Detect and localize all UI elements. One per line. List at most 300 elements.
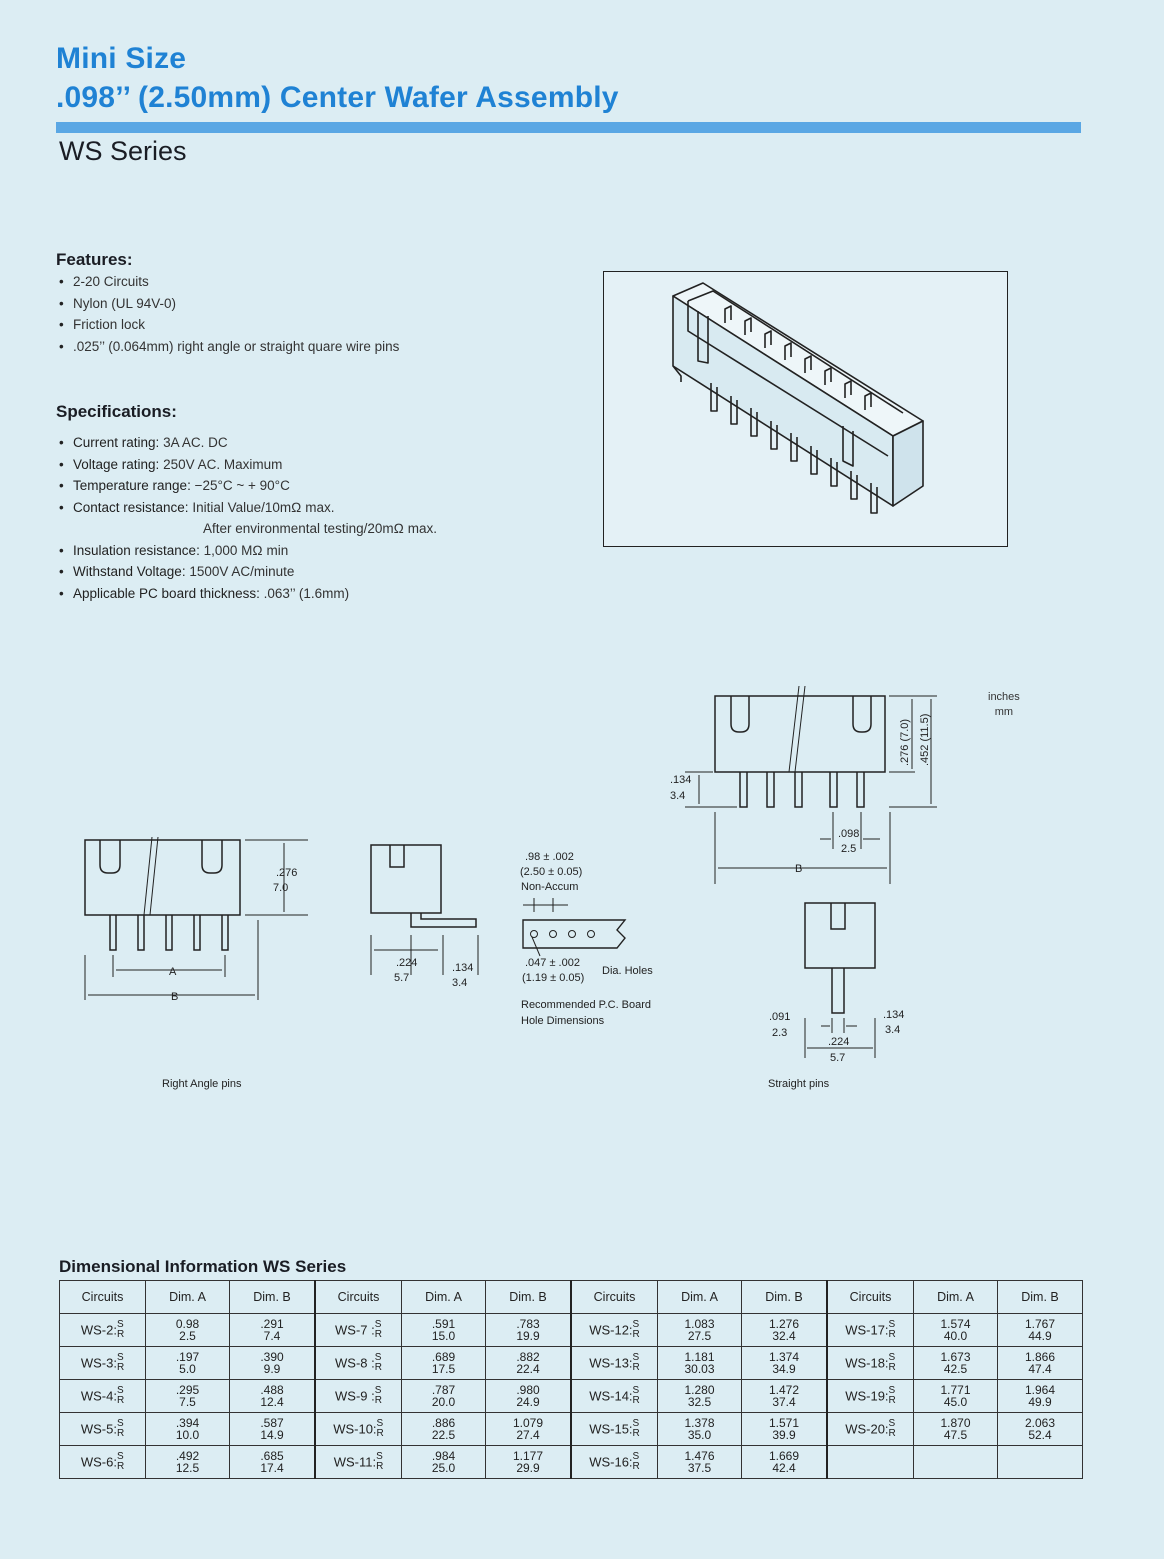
circuit-cell	[571, 1413, 658, 1446]
circuit-name: WS-20:	[845, 1421, 889, 1437]
table-row	[60, 1413, 1083, 1446]
dim-b-inch: 1.079	[512, 1415, 544, 1430]
pin-type-suffix	[633, 1452, 640, 1472]
dim-b-mm: 14.9	[260, 1428, 284, 1442]
dim-a-cell	[146, 1314, 230, 1347]
dim-b-cell	[486, 1314, 572, 1347]
circuit-cell	[827, 1347, 914, 1380]
pcb-hole-drawing	[518, 848, 668, 1028]
dim-b-inch: 1.964	[1024, 1382, 1056, 1397]
feature-item: • Friction lock	[57, 314, 399, 336]
st-a-in: .091	[769, 1011, 791, 1023]
pcb-dia-mm: (1.19 ± 0.05)	[522, 972, 585, 984]
spec-label: Withstand Voltage:	[73, 564, 186, 579]
st-p-mm: 3.4	[885, 1024, 901, 1036]
dim-b-mm: 32.4	[772, 1329, 796, 1343]
specifications-list	[57, 432, 437, 604]
spec-value: 1500V AC/minute	[189, 564, 295, 579]
dim-b-inch: .488	[260, 1382, 284, 1397]
dim-a-inch: 1.378	[684, 1415, 715, 1430]
dim-a-mm: 25.0	[431, 1461, 456, 1475]
dim-b-cell	[998, 1314, 1083, 1347]
suffix-right-angle: R	[376, 1428, 384, 1439]
dim-b-inch: .685	[260, 1448, 284, 1463]
suffix-right-angle: R	[376, 1461, 384, 1472]
table-row	[60, 1380, 1083, 1413]
dim-a-cell	[402, 1347, 486, 1380]
dim-a-mm: 45.0	[943, 1395, 968, 1409]
pcb-pitch: .98 ± .002	[525, 851, 574, 863]
dim-a-cell	[914, 1446, 998, 1479]
spec-item	[57, 561, 437, 583]
dim-a-inch: 1.280	[684, 1382, 715, 1397]
dim-b-inch: 1.669	[768, 1448, 800, 1463]
feature-item: • .025’’ (0.064mm) right angle or straight quare wire pins	[57, 336, 399, 358]
dim-b-cell	[486, 1380, 572, 1413]
dim-b-cell	[998, 1380, 1083, 1413]
column-header: Circuits	[315, 1281, 402, 1314]
dim-b-cell	[230, 1314, 316, 1347]
circuit-name: WS-11:	[333, 1454, 377, 1470]
dim-a-mm: 30.03	[684, 1362, 715, 1376]
suffix-straight: S	[374, 1319, 382, 1330]
dim-a-mm: 37.5	[687, 1461, 712, 1475]
suffix-right-angle: R	[374, 1362, 382, 1373]
series-name: WS Series	[59, 136, 187, 166]
dim-b-cell	[998, 1413, 1083, 1446]
circuit-name: WS-6:	[80, 1454, 117, 1470]
ra-height-in: .276	[276, 867, 298, 879]
dim-a-mm: 27.5	[687, 1329, 712, 1343]
suffix-right-angle: R	[632, 1362, 640, 1373]
dim-b-mm: 9.9	[263, 1362, 281, 1376]
spec-item	[57, 497, 437, 519]
dim-b-mm: 42.4	[772, 1461, 796, 1475]
pcb-non-accum: Non-Accum	[521, 881, 579, 893]
circuit-cell	[60, 1347, 146, 1380]
units-legend	[988, 690, 1020, 720]
pcb-pitch-mm: (2.50 ± 0.05)	[520, 866, 583, 878]
st-dim-b: B	[795, 863, 803, 875]
dim-b-mm: 22.4	[516, 1362, 540, 1376]
st-pin-in: .134	[670, 774, 692, 786]
pin-type-suffix	[889, 1353, 896, 1373]
circuit-name: WS-14:	[589, 1388, 633, 1404]
circuit-cell	[571, 1446, 658, 1479]
table-body	[60, 1314, 1083, 1479]
st-height: .276 (7.0)	[899, 718, 911, 766]
dim-b-inch: 1.866	[1024, 1349, 1056, 1364]
spec-value: .063’’ (1.6mm)	[263, 585, 350, 601]
circuit-name: WS-2:	[80, 1322, 117, 1338]
circuit-name: WS-12:	[589, 1322, 633, 1338]
circuit-cell	[315, 1380, 402, 1413]
dim-a-inch: .984	[431, 1448, 456, 1463]
dim-b-cell	[230, 1347, 316, 1380]
suffix-straight: S	[376, 1418, 384, 1429]
right-angle-side-drawing	[366, 840, 486, 990]
dim-a-mm: 5.0	[179, 1362, 196, 1376]
pin-type-suffix	[117, 1353, 124, 1373]
connector-illustration	[603, 271, 1008, 547]
dim-b-cell	[230, 1380, 316, 1413]
spec-label: Insulation resistance:	[73, 542, 200, 558]
dim-a-cell	[402, 1380, 486, 1413]
specifications-heading: Specifications:	[56, 402, 177, 421]
dim-a-cell	[658, 1413, 742, 1446]
column-header: Circuits	[571, 1281, 658, 1314]
title-line-1: Mini Size	[56, 42, 187, 75]
pin-type-suffix	[889, 1419, 896, 1439]
features-list	[57, 271, 399, 357]
dim-b-mm: 27.4	[516, 1428, 540, 1442]
units-inches: inches	[988, 691, 1020, 703]
dim-a-inch: .394	[175, 1415, 200, 1430]
suffix-right-angle: R	[116, 1428, 125, 1439]
circuit-name: WS-4:	[80, 1388, 117, 1404]
dim-b-inch: 1.177	[512, 1448, 544, 1463]
dim-a-cell	[146, 1347, 230, 1380]
spec-label: Applicable PC board thickness:	[73, 585, 260, 601]
spec-item	[57, 540, 437, 562]
suffix-right-angle: R	[116, 1395, 125, 1406]
dim-a-inch: 1.181	[684, 1349, 715, 1364]
spec-continuation	[57, 518, 437, 540]
dim-a-mm: 10.0	[175, 1428, 200, 1442]
suffix-straight: S	[632, 1319, 640, 1330]
spec-value: 3A AC. DC	[163, 435, 228, 450]
st-pitch-in: .098	[838, 828, 860, 840]
dim-a-mm: 47.5	[943, 1428, 968, 1442]
column-header: Circuits	[60, 1281, 146, 1314]
suffix-right-angle: R	[116, 1329, 125, 1340]
suffix-right-angle: R	[632, 1428, 640, 1439]
dim-a-cell	[146, 1413, 230, 1446]
dim-a-inch: 1.870	[940, 1415, 971, 1430]
dim-b-mm: 19.9	[516, 1329, 540, 1343]
dim-a-inch: 1.673	[940, 1349, 971, 1364]
title-line-2: .098’’ (2.50mm) Center Wafer Assembly	[56, 81, 619, 114]
dim-b-mm: 39.9	[772, 1428, 796, 1442]
pcb-dia: .047 ± .002	[525, 957, 580, 969]
dim-b-cell	[486, 1446, 572, 1479]
dim-a-mm: 2.5	[179, 1329, 196, 1343]
straight-side-drawing	[765, 898, 925, 1068]
suffix-right-angle: R	[888, 1395, 896, 1406]
dim-a-inch: .591	[431, 1316, 456, 1331]
dimension-table	[59, 1280, 1083, 1479]
spec-item	[57, 454, 437, 476]
suffix-straight: S	[888, 1319, 896, 1330]
circuit-cell	[315, 1413, 402, 1446]
pin-type-suffix	[375, 1320, 382, 1340]
pin-type-suffix	[633, 1386, 640, 1406]
pin-type-suffix	[117, 1419, 124, 1439]
st-w-mm: 5.7	[830, 1052, 846, 1064]
pcb-caption-2: Hole Dimensions	[521, 1015, 605, 1027]
column-header: Circuits	[827, 1281, 914, 1314]
circuit-cell	[571, 1380, 658, 1413]
circuit-cell	[315, 1347, 402, 1380]
dim-a-inch: .787	[431, 1382, 456, 1397]
circuit-cell	[60, 1380, 146, 1413]
title-rule	[56, 122, 1081, 133]
dim-a-cell	[914, 1314, 998, 1347]
dim-a-inch: 1.771	[940, 1382, 971, 1397]
circuit-name: WS-5:	[80, 1421, 117, 1437]
dim-a-cell	[658, 1446, 742, 1479]
dim-b-mm: 44.9	[1028, 1329, 1052, 1343]
dim-a-inch: .689	[431, 1349, 456, 1364]
table-row	[60, 1314, 1083, 1347]
dim-b-inch: .587	[260, 1415, 284, 1430]
table-row	[60, 1446, 1083, 1479]
suffix-right-angle: R	[632, 1395, 640, 1406]
suffix-straight: S	[374, 1385, 382, 1396]
pcb-caption-1: Recommended P.C. Board	[521, 999, 652, 1011]
suffix-right-angle: R	[632, 1329, 640, 1340]
st-w-in: .224	[828, 1036, 850, 1048]
circuit-cell	[571, 1347, 658, 1380]
spec-item	[57, 475, 437, 497]
pin-type-suffix	[376, 1452, 383, 1472]
dim-a-inch: .886	[431, 1415, 456, 1430]
circuit-cell	[60, 1413, 146, 1446]
dim-b-mm: 24.9	[516, 1395, 540, 1409]
table-row	[60, 1347, 1083, 1380]
circuit-cell	[827, 1413, 914, 1446]
dim-b-mm: 37.4	[772, 1395, 796, 1409]
dim-b-mm: 49.9	[1028, 1395, 1052, 1409]
pin-type-suffix	[117, 1320, 124, 1340]
ra-height-mm: 7.0	[273, 882, 289, 894]
circuit-cell	[571, 1314, 658, 1347]
dim-a-cell	[402, 1314, 486, 1347]
straight-caption: Straight pins	[768, 1078, 830, 1090]
suffix-straight: S	[632, 1451, 640, 1462]
circuit-name: WS-19:	[845, 1388, 889, 1404]
dim-b-mm: 47.4	[1028, 1362, 1052, 1376]
suffix-straight: S	[116, 1319, 124, 1330]
dim-b-inch: .882	[516, 1349, 540, 1364]
dim-a-inch: 0.98	[175, 1316, 200, 1331]
circuit-cell	[60, 1446, 146, 1479]
st-p-in: .134	[883, 1009, 905, 1021]
dim-a-inch: .197	[175, 1349, 200, 1364]
dim-b-inch: 1.276	[768, 1316, 800, 1331]
suffix-straight: S	[888, 1418, 896, 1429]
suffix-straight: S	[888, 1385, 896, 1396]
dim-b-inch: .291	[260, 1316, 284, 1331]
dim-b-cell	[742, 1347, 828, 1380]
right-angle-front-drawing	[80, 835, 310, 1010]
dim-b-inch: 1.571	[768, 1415, 800, 1430]
spec-label: Voltage rating:	[73, 456, 160, 472]
dim-b-mm: 17.4	[260, 1461, 284, 1475]
st-pin-mm: 3.4	[670, 790, 686, 802]
pin-type-suffix	[375, 1386, 382, 1406]
dim-a-inch: 1.574	[940, 1316, 971, 1331]
dim-a-inch: 1.476	[684, 1448, 715, 1463]
suffix-right-angle: R	[888, 1329, 896, 1340]
pin-type-suffix	[633, 1419, 640, 1439]
suffix-straight: S	[376, 1451, 383, 1462]
dim-b-cell	[486, 1413, 572, 1446]
suffix-right-angle: R	[116, 1461, 125, 1472]
dim-b-mm: 29.9	[516, 1461, 540, 1475]
straight-front-drawing	[665, 684, 955, 889]
dim-a-cell	[402, 1413, 486, 1446]
st-pitch-mm: 2.5	[841, 843, 857, 855]
pin-type-suffix	[889, 1320, 896, 1340]
column-header: Dim. B	[998, 1281, 1083, 1314]
dim-b-inch: .783	[516, 1316, 540, 1331]
suffix-right-angle: R	[888, 1362, 896, 1373]
dim-a-cell	[914, 1413, 998, 1446]
column-header: Dim. A	[658, 1281, 742, 1314]
suffix-straight: S	[116, 1418, 124, 1429]
dim-b-inch: .980	[516, 1382, 540, 1397]
spec-value: Initial Value/10mΩ max.	[192, 499, 335, 515]
column-header: Dim. B	[486, 1281, 572, 1314]
ra-pin-in: .134	[452, 962, 474, 974]
circuit-name: WS-10:	[333, 1421, 377, 1437]
dim-a-cell	[402, 1446, 486, 1479]
dim-b-mm: 52.4	[1028, 1428, 1052, 1442]
pin-type-suffix	[889, 1386, 896, 1406]
ra-pin-mm: 3.4	[452, 977, 468, 989]
suffix-straight: S	[632, 1352, 640, 1363]
dim-a-mm: 42.5	[943, 1362, 968, 1376]
circuit-cell	[315, 1446, 402, 1479]
suffix-straight: S	[374, 1352, 382, 1363]
dim-b-inch: 1.374	[768, 1349, 800, 1364]
spec-item	[57, 432, 437, 454]
dim-a-cell	[146, 1446, 230, 1479]
dim-a-cell	[658, 1314, 742, 1347]
circuit-name: WS-15:	[589, 1421, 633, 1437]
dim-b-cell	[230, 1413, 316, 1446]
pin-type-suffix	[633, 1320, 640, 1340]
ra-dim-a: A	[169, 966, 177, 978]
spec-label: Current rating:	[73, 435, 160, 450]
circuit-name: WS-13:	[589, 1355, 633, 1371]
dim-b-mm: 34.9	[772, 1362, 796, 1376]
dim-a-cell	[146, 1380, 230, 1413]
suffix-straight: S	[632, 1418, 640, 1429]
pin-type-suffix	[117, 1452, 124, 1472]
pin-type-suffix	[375, 1353, 382, 1373]
dim-a-inch: 1.083	[684, 1316, 715, 1331]
circuit-name: WS-9 :	[335, 1388, 375, 1404]
suffix-right-angle: R	[888, 1428, 896, 1439]
circuit-name: WS-18:	[845, 1355, 889, 1371]
dim-a-mm: 22.5	[431, 1428, 456, 1442]
circuit-cell	[315, 1314, 402, 1347]
dim-a-cell	[914, 1347, 998, 1380]
right-angle-caption: Right Angle pins	[162, 1078, 242, 1090]
dim-b-inch: 1.472	[768, 1382, 800, 1397]
suffix-straight: S	[632, 1385, 640, 1396]
circuit-cell	[827, 1314, 914, 1347]
dim-a-inch: .295	[175, 1382, 200, 1397]
table-title: Dimensional Information WS Series	[59, 1257, 347, 1276]
suffix-straight: S	[116, 1451, 124, 1462]
ra-dim-b: B	[171, 991, 179, 1003]
suffix-right-angle: R	[632, 1461, 640, 1472]
dim-b-cell	[486, 1347, 572, 1380]
pcb-dia-label: Dia. Holes	[602, 965, 653, 977]
dim-a-mm: 35.0	[687, 1428, 712, 1442]
suffix-straight: S	[116, 1352, 124, 1363]
spec-value: −25°C ~ + 90°C	[194, 478, 290, 493]
suffix-straight: S	[116, 1385, 124, 1396]
pin-type-suffix	[377, 1419, 384, 1439]
dim-a-mm: 7.5	[179, 1395, 196, 1409]
dim-b-mm: 7.4	[263, 1329, 281, 1343]
dim-b-cell	[742, 1380, 828, 1413]
suffix-right-angle: R	[374, 1329, 382, 1340]
spec-label: Contact resistance:	[73, 499, 189, 515]
st-total: .452 (11.5)	[919, 713, 931, 766]
circuit-name: WS-7 :	[335, 1322, 375, 1338]
column-header: Dim. B	[742, 1281, 828, 1314]
spec-item	[57, 583, 437, 605]
dim-a-mm: 32.5	[687, 1395, 712, 1409]
suffix-right-angle: R	[374, 1395, 382, 1406]
spec-value: 1,000 MΩ min	[203, 542, 289, 558]
dim-b-inch: 2.063	[1024, 1415, 1056, 1430]
dim-b-mm: 12.4	[260, 1395, 284, 1409]
features-heading: Features:	[56, 250, 133, 269]
suffix-straight: S	[888, 1352, 896, 1363]
circuit-cell	[827, 1446, 914, 1479]
dim-a-mm: 15.0	[431, 1329, 456, 1343]
dim-a-mm: 17.5	[431, 1362, 456, 1376]
dim-a-inch: .492	[175, 1448, 200, 1463]
ra-side-w-mm: 5.7	[394, 972, 410, 984]
circuit-name: WS-16:	[589, 1454, 633, 1470]
pin-type-suffix	[633, 1353, 640, 1373]
units-mm: mm	[994, 706, 1014, 718]
dim-a-cell	[658, 1347, 742, 1380]
dim-b-cell	[742, 1413, 828, 1446]
spec-value: 250V AC. Maximum	[163, 456, 283, 472]
dim-a-cell	[914, 1380, 998, 1413]
dim-b-inch: 1.767	[1024, 1316, 1056, 1331]
feature-item: • 2-20 Circuits	[57, 271, 399, 293]
circuit-name: WS-3:	[80, 1355, 117, 1371]
dim-b-cell	[742, 1314, 828, 1347]
pin-type-suffix	[117, 1386, 124, 1406]
circuit-name: WS-17:	[845, 1322, 889, 1338]
circuit-name: WS-8 :	[335, 1355, 375, 1371]
table-header-row	[60, 1281, 1083, 1314]
ra-side-w-in: .224	[396, 957, 418, 969]
column-header: Dim. A	[402, 1281, 486, 1314]
dim-b-cell	[742, 1446, 828, 1479]
suffix-right-angle: R	[116, 1362, 125, 1373]
spec-label: Temperature range:	[73, 478, 191, 493]
column-header: Dim. A	[146, 1281, 230, 1314]
dim-b-cell	[998, 1347, 1083, 1380]
dim-a-mm: 20.0	[431, 1395, 456, 1409]
column-header: Dim. B	[230, 1281, 316, 1314]
st-a-mm: 2.3	[772, 1027, 788, 1039]
spec-continuation-text: After environmental testing/20mΩ max.	[203, 521, 437, 536]
feature-item: • Nylon (UL 94V-0)	[57, 293, 399, 315]
dim-b-inch: .390	[260, 1349, 284, 1364]
